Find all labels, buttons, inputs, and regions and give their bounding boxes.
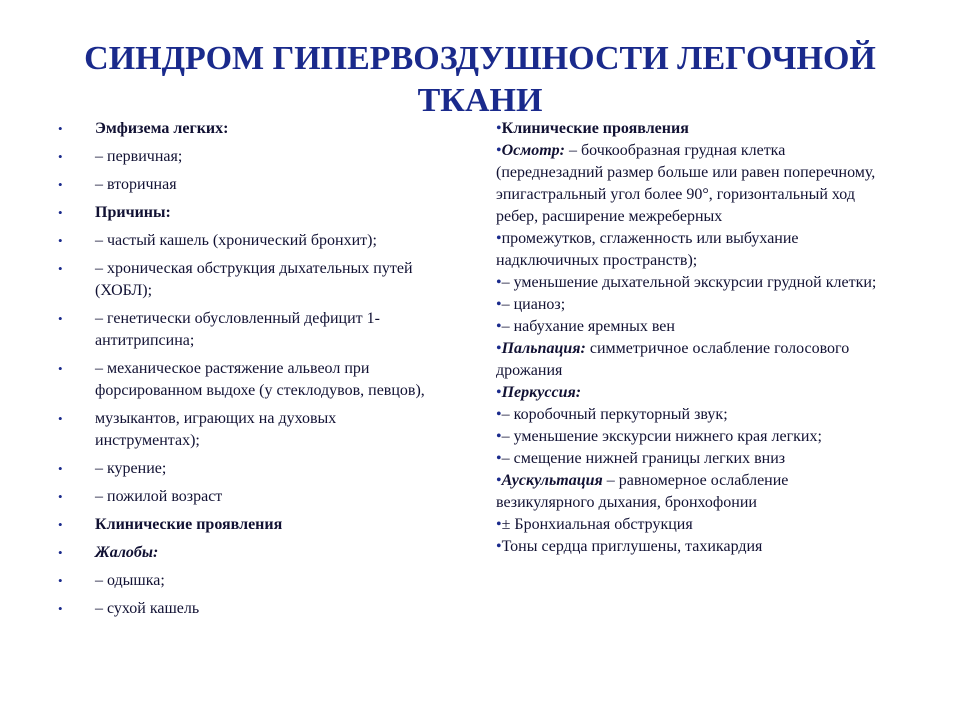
bullet-dot-icon: • (58, 205, 63, 220)
right-line (496, 228, 888, 272)
slide-title: СИНДРОМ ГИПЕРВОЗДУШНОСТИ ЛЕГОЧНОЙ ТКАНИ (84, 40, 876, 119)
list-item-text: – механическое растяжение альвеол при форсированном выдохе (у стеклодувов, певцов), (95, 360, 425, 399)
right-text: – набухание яремных вен (501, 318, 675, 335)
right-text: – уменьшение экскурсии нижнего края легких; (501, 428, 822, 445)
bullet-dot-icon: • (496, 318, 502, 335)
bullet-dot-icon: • (58, 233, 63, 248)
bullet-dot-icon: • (496, 538, 502, 555)
right-line (496, 404, 888, 426)
right-line (496, 426, 888, 448)
right-line (496, 514, 888, 536)
list-item (58, 308, 428, 352)
list-item (58, 146, 428, 168)
list-item (58, 174, 428, 196)
right-text: – цианоз; (501, 296, 566, 313)
bullet-dot-icon: • (496, 142, 502, 159)
list-item (58, 542, 428, 564)
list-item (58, 570, 428, 592)
section-heading-causes: Причины: (95, 204, 171, 221)
list-item (58, 514, 428, 536)
right-lead: Перкуссия: (501, 384, 582, 401)
list-item-text: – частый кашель (хронический бронхит); (95, 232, 377, 249)
list-item (58, 458, 428, 480)
right-line (496, 448, 888, 470)
right-line (496, 470, 888, 514)
right-line (496, 536, 888, 558)
bullet-dot-icon: • (496, 120, 502, 137)
bullet-dot-icon: • (496, 472, 502, 489)
bullet-dot-icon: • (496, 450, 502, 467)
right-text: – равномерное ослабление везикулярного дыхания, бронхофонии (496, 472, 789, 511)
right-line (496, 382, 888, 404)
right-line (496, 140, 888, 228)
right-text: Тоны сердца приглушены, тахикардия (501, 538, 763, 555)
right-lead: Клинические проявления (501, 120, 689, 137)
bullet-dot-icon: • (58, 517, 63, 532)
bullet-dot-icon: • (58, 461, 63, 476)
section-heading-complaints: Жалобы: (95, 544, 159, 561)
right-lead: Осмотр: (501, 142, 565, 159)
bullet-dot-icon: • (496, 340, 502, 357)
right-line (496, 316, 888, 338)
right-line (496, 118, 888, 140)
bullet-dot-icon: • (58, 601, 63, 616)
bullet-dot-icon: • (58, 411, 63, 426)
bullet-dot-icon: • (496, 274, 502, 291)
right-column (496, 118, 888, 558)
bullet-dot-icon: • (58, 545, 63, 560)
bullet-dot-icon: • (58, 573, 63, 588)
list-item (58, 598, 428, 620)
list-item (58, 118, 428, 140)
bullet-dot-icon: • (58, 177, 63, 192)
list-item-text: – генетически обусловленный дефицит 1-антитрипсина; (95, 310, 380, 349)
left-column (58, 118, 428, 626)
right-line (496, 338, 888, 382)
right-text: – смещение нижней границы легких вниз (501, 450, 786, 467)
bullet-dot-icon: • (58, 311, 63, 326)
list-item (58, 358, 428, 402)
right-text: промежутков, сглаженность или выбухание надключичных пространств); (496, 230, 799, 269)
right-line (496, 272, 888, 294)
right-text: – бочкообразная грудная клетка (переднезадний размер больше или равен поперечному, эпигастральный угол более 90°, горизонтальный ход ребер, расширение межреберных (496, 142, 876, 225)
right-lead: Аускультация (501, 472, 603, 489)
bullet-dot-icon: • (496, 296, 502, 313)
list-item-text: – хроническая обструкция дыхательных путей (ХОБЛ); (95, 260, 413, 299)
bullet-dot-icon: • (496, 516, 502, 533)
list-item (58, 230, 428, 252)
bullet-dot-icon: • (58, 121, 63, 136)
bullet-dot-icon: • (58, 361, 63, 376)
right-text: ± Бронхиальная обструкция (501, 516, 693, 533)
list-item (58, 258, 428, 302)
section-heading-emphysema: Эмфизема легких: (95, 120, 229, 137)
bullet-dot-icon: • (496, 406, 502, 423)
section-heading-clinical: Клинические проявления (95, 516, 283, 533)
list-item (58, 486, 428, 508)
right-lead: Пальпация: (501, 340, 586, 357)
bullet-dot-icon: • (496, 384, 502, 401)
right-text: – уменьшение дыхательной экскурсии грудной клетки; (501, 274, 877, 291)
bullet-dot-icon: • (496, 428, 502, 445)
list-item-text: – одышка; (95, 572, 165, 589)
bullet-dot-icon: • (58, 149, 63, 164)
right-text: – коробочный перкуторный звук; (501, 406, 728, 423)
list-item-text: музыкантов, играющих на духовых инструментах); (95, 410, 337, 449)
list-item (58, 408, 428, 452)
list-item-text: – пожилой возраст (95, 488, 223, 505)
right-text: симметричное ослабление голосового дрожания (496, 340, 850, 379)
list-item-text: – сухой кашель (95, 600, 200, 617)
bullet-dot-icon: • (58, 489, 63, 504)
bullet-dot-icon: • (496, 230, 502, 247)
bullet-dot-icon: • (58, 261, 63, 276)
list-item-text: – курение; (95, 460, 167, 477)
right-line (496, 294, 888, 316)
list-item-text: – первичная; (95, 148, 183, 165)
list-item (58, 202, 428, 224)
list-item-text: – вторичная (95, 176, 177, 193)
left-bullet-list (58, 118, 428, 620)
